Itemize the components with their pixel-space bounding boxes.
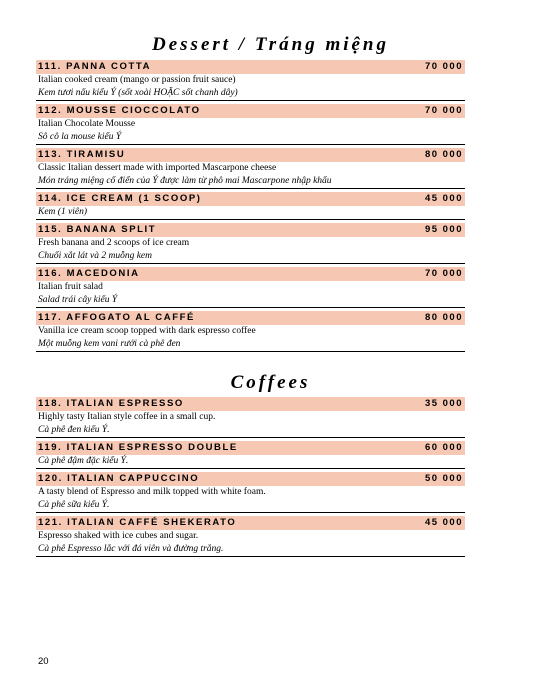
dessert-section-title: Dessert / Tráng miệng xyxy=(152,34,389,55)
menu-item-description-en: Highly tasty Italian style coffee in a small cup. xyxy=(38,412,216,422)
menu-item-price: 80 000 xyxy=(424,312,463,323)
menu-item-description-vi: Kem tươi nấu kiểu Ý (sốt xoài HOẶC sốt chanh dây) xyxy=(36,87,465,101)
menu-item-header xyxy=(36,516,465,530)
coffee-section-title: Coffees xyxy=(230,372,311,393)
menu-item xyxy=(36,60,465,101)
menu-item-header xyxy=(36,267,465,281)
menu-item-price: 45 000 xyxy=(424,517,463,528)
menu-item-description-vi: Sô cô la mouse kiểu Ý xyxy=(36,131,465,145)
menu-item-name: 111. PANNA COTTA xyxy=(38,61,152,72)
menu-item-name: 115. BANANA SPLIT xyxy=(38,224,157,235)
dessert-menu-list xyxy=(36,60,465,355)
menu-item-header xyxy=(36,60,465,74)
menu-item-name: 118. ITALIAN ESPRESSO xyxy=(38,398,184,409)
menu-item-description-en: Vanilla ice cream scoop topped with dark espresso coffee xyxy=(38,326,256,336)
menu-item-header xyxy=(36,472,465,486)
menu-item-description-en: Fresh banana and 2 scoops of ice cream xyxy=(38,238,190,248)
menu-item-header xyxy=(36,104,465,118)
menu-item-name: 121. ITALIAN CAFFÉ SHEKERATO xyxy=(38,517,237,528)
menu-item-header xyxy=(36,192,465,206)
menu-item xyxy=(36,441,465,469)
menu-item xyxy=(36,311,465,352)
menu-item-price: 50 000 xyxy=(424,473,463,484)
menu-item-description-vi: Món tráng miệng cổ điển của Ý được làm từ phô mai Mascarpone nhập khẩu xyxy=(36,175,465,189)
menu-item-header xyxy=(36,148,465,162)
menu-item-name: 116. MACEDONIA xyxy=(38,268,140,279)
menu-item-description-vi: Salad trái cây kiểu Ý xyxy=(36,294,465,308)
menu-item-price: 95 000 xyxy=(424,224,463,235)
menu-item-name: 119. ITALIAN ESPRESSO DOUBLE xyxy=(38,442,238,453)
menu-item-description-vi: Cà phê sữa kiểu Ý. xyxy=(36,499,465,513)
menu-item xyxy=(36,104,465,145)
menu-item-header xyxy=(36,311,465,325)
menu-item-description-en: Italian cooked cream (mango or passion fruit sauce) xyxy=(38,75,236,85)
menu-item-name: 120. ITALIAN CAPPUCCINO xyxy=(38,473,200,484)
menu-item-name: 112. MOUSSE CIOCCOLATO xyxy=(38,105,201,116)
menu-item-price: 70 000 xyxy=(424,105,463,116)
menu-item-description-en: Italian fruit salad xyxy=(38,282,103,292)
menu-item-header xyxy=(36,223,465,237)
coffee-menu-list xyxy=(36,397,465,560)
menu-item xyxy=(36,192,465,220)
menu-item-description-en: Italian Chocolate Mousse xyxy=(38,119,136,129)
menu-item-price: 70 000 xyxy=(424,61,463,72)
menu-item-description-en: Classic Italian dessert made with imported Mascarpone cheese xyxy=(38,163,277,173)
menu-item-description-vi: Chuối xắt lát và 2 muỗng kem xyxy=(36,250,465,264)
menu-item xyxy=(36,223,465,264)
menu-item xyxy=(36,148,465,189)
menu-item xyxy=(36,267,465,308)
menu-item-price: 35 000 xyxy=(424,398,463,409)
menu-item-header xyxy=(36,441,465,455)
menu-item-description-vi: Cà phê đen kiểu Ý. xyxy=(36,424,465,438)
menu-item-description-vi: Kem (1 viên) xyxy=(36,206,465,220)
menu-item-header xyxy=(36,397,465,411)
menu-item-price: 70 000 xyxy=(424,268,463,279)
menu-item-description-vi: Một muỗng kem vani rưới cà phê đen xyxy=(36,338,465,352)
menu-item-description-vi: Cà phê Espresso lắc với đá viên và đường trắng. xyxy=(36,543,465,557)
menu-item-description-en: Espresso shaked with ice cubes and sugar. xyxy=(38,531,199,541)
menu-item xyxy=(36,472,465,513)
menu-item-name: 113. TIRAMISU xyxy=(38,149,126,160)
menu-item-description-en: A tasty blend of Espresso and milk topped with white foam. xyxy=(38,487,266,497)
menu-item-price: 45 000 xyxy=(424,193,463,204)
menu-item-name: 114. ICE CREAM (1 SCOOP) xyxy=(38,193,202,204)
menu-item xyxy=(36,397,465,438)
menu-item-price: 60 000 xyxy=(424,442,463,453)
menu-item xyxy=(36,516,465,557)
page-number: 20 xyxy=(38,656,49,667)
menu-item-price: 80 000 xyxy=(424,149,463,160)
menu-item-description-vi: Cà phê đậm đặc kiểu Ý. xyxy=(36,455,465,469)
menu-item-name: 117. AFFOGATO AL CAFFÉ xyxy=(38,312,195,323)
